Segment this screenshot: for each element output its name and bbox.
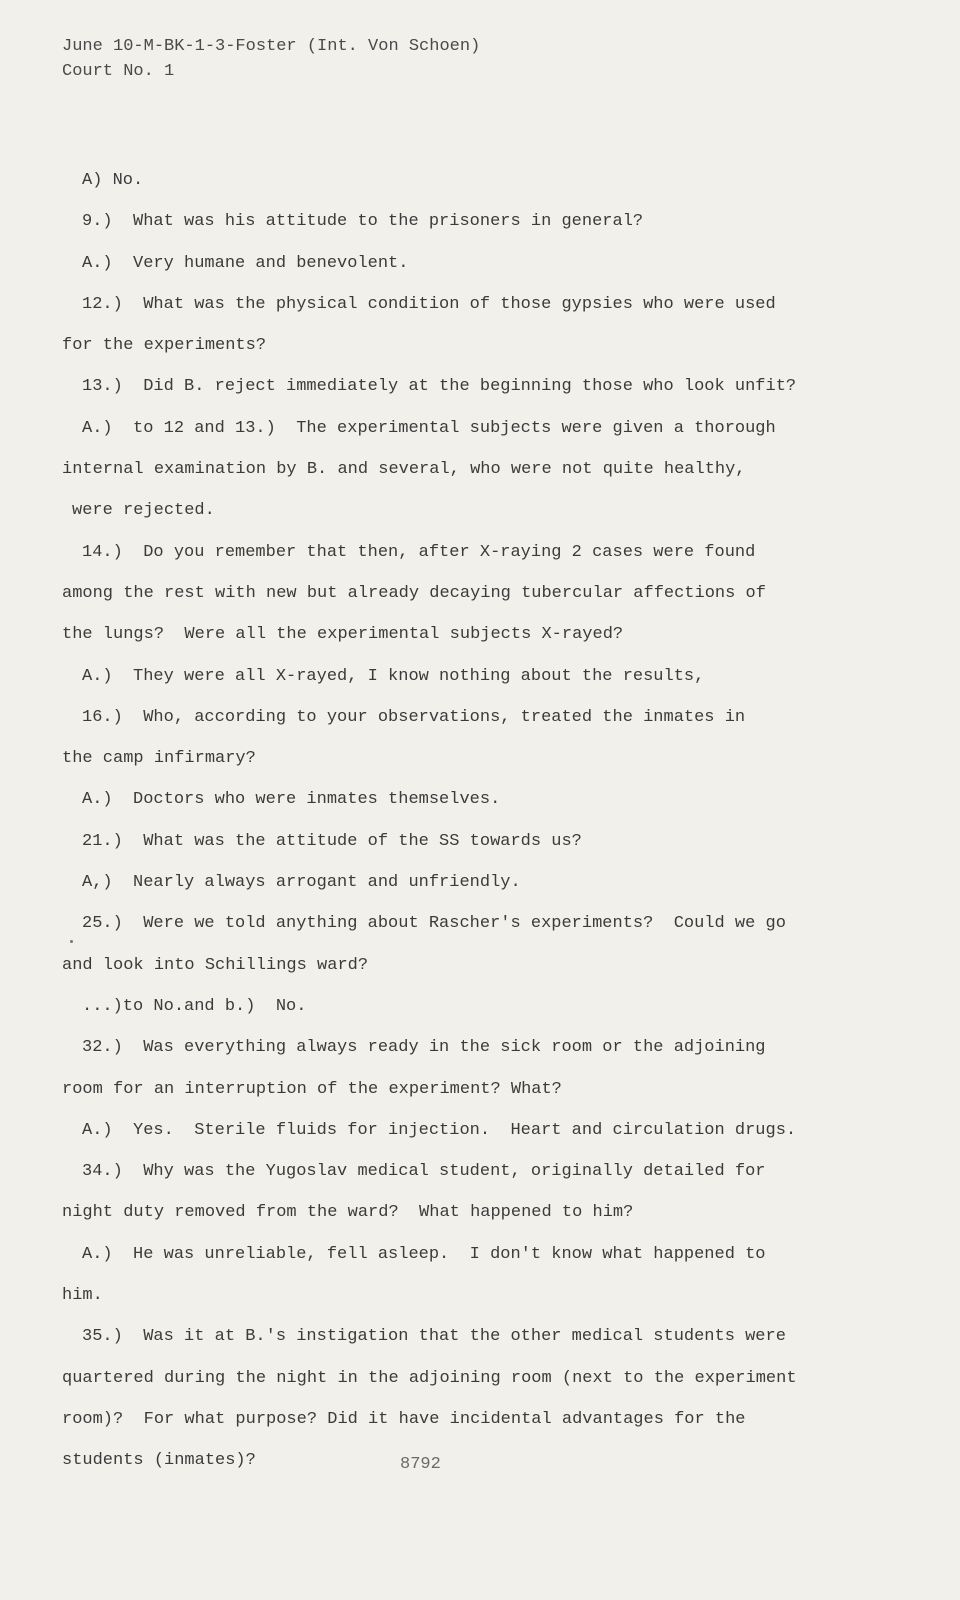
page-number: 8792 [400,1455,441,1474]
text-line: among the rest with new but already decaying tubercular affections of [62,583,766,603]
text-line: A,) Nearly always arrogant and unfriendly. [82,873,521,893]
text-line: the camp infirmary? [62,749,256,769]
text-line: 12.) What was the physical condition of those gypsies who were used [82,294,776,314]
document-body [62,160,902,1482]
text-line: A.) They were all X-rayed, I know nothing about the results, [82,666,705,686]
text-line: A.) Doctors who were inmates themselves. [82,790,501,810]
text-line: and look into Schillings ward? [62,955,369,975]
text-line: were rejected. [72,501,215,521]
text-line: A.) to 12 and 13.) The experimental subjects were given a thorough [82,418,776,438]
text-line: 25.) Were we told anything about Rascher's experiments? Could we go [82,914,786,934]
text-line: 34.) Why was the Yugoslav medical student, originally detailed for [82,1162,766,1182]
header-court-number: Court No. 1 [62,62,175,81]
text-line: 21.) What was the attitude of the SS towards us? [82,831,582,851]
text-line: room)? For what purpose? Did it have incidental advantages for the [62,1409,746,1429]
text-line: 9.) What was his attitude to the prisoners in general? [82,212,644,232]
header-case-reference: June 10-M-BK-1-3-Foster (Int. Von Schoen) [62,37,481,56]
text-line: internal examination by B. and several, who were not quite healthy, [62,460,746,480]
text-line: ...)to No.and b.) No. [82,996,307,1016]
text-line: 35.) Was it at B.'s instigation that the other medical students were [82,1327,786,1347]
text-line: students (inmates)? [62,1451,256,1471]
text-line: him. [62,1286,103,1306]
text-line: 16.) Who, according to your observations, treated the inmates in [82,707,746,727]
document-header [62,34,480,84]
text-line: the lungs? Were all the experimental subjects X-rayed? [62,625,624,645]
text-line: A.) Yes. Sterile fluids for injection. Heart and circulation drugs. [82,1120,797,1140]
text-line: room for an interruption of the experiment? What? [62,1079,562,1099]
text-line: A) No. [82,171,144,190]
text-line: for the experiments? [62,336,267,356]
text-line: A.) He was unreliable, fell asleep. I don't know what happened to [82,1244,766,1264]
text-line: 13.) Did B. reject immediately at the beginning those who look unfit? [82,377,797,397]
text-line: 32.) Was everything always ready in the sick room or the adjoining [82,1038,766,1058]
text-line: A.) Very humane and benevolent. [82,253,409,273]
text-line: quartered during the night in the adjoining room (next to the experiment [62,1368,797,1388]
text-line: night duty removed from the ward? What happened to him? [62,1203,634,1223]
paper-speck [70,940,73,943]
text-line: 14.) Do you remember that then, after X-raying 2 cases were found [82,542,756,562]
